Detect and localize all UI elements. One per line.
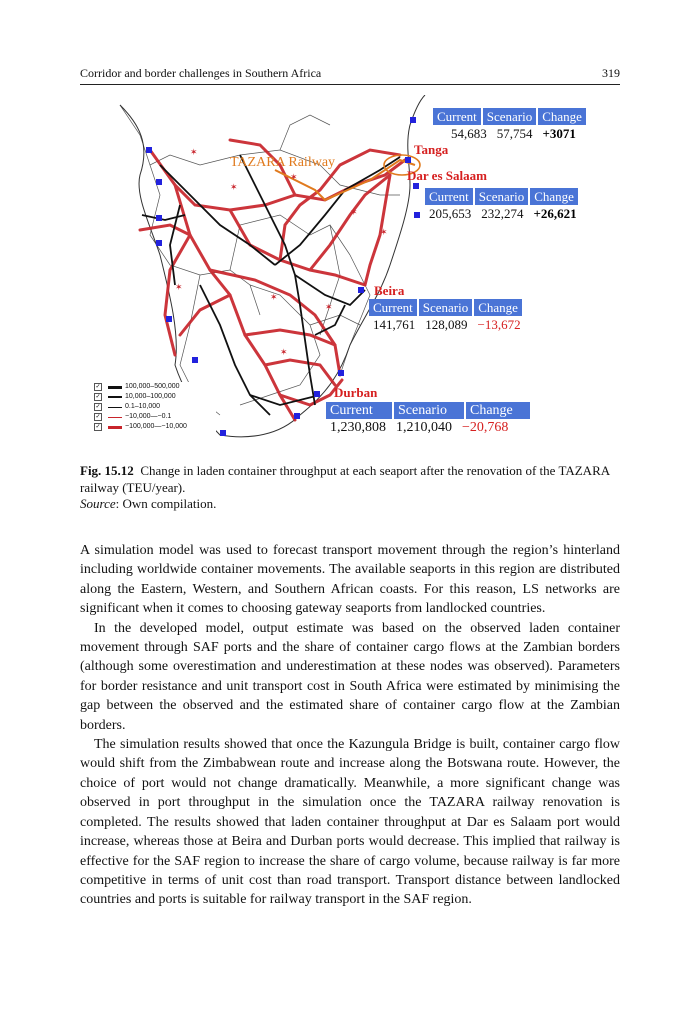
- paragraph: In the developed model, output estimate was based on the observed laden container movement through SAF ports and the share of container cargo flows at the Zambian borders (although some overestimation and underestimation at these nodes was observed). Parameters for border resistance and unit transport cost in South Africa were estimated by minimising the gap between the observed and the estimated share of container cargo flow at the Zambian borders.: [80, 620, 620, 733]
- legend-label: 10,000–100,000: [125, 393, 176, 400]
- tanga-change: +3071: [542, 126, 576, 141]
- col-scenario: Scenario: [483, 108, 536, 125]
- legend-row: [92, 402, 216, 412]
- col-scenario: Scenario: [419, 299, 472, 316]
- col-scenario: Scenario: [394, 402, 464, 419]
- beira-current: 141,761: [373, 317, 416, 332]
- durban-data-table: [326, 402, 532, 437]
- legend-line-red-thin: [108, 417, 122, 418]
- legend-line-red-thick: [108, 426, 122, 429]
- col-scenario: Scenario: [475, 188, 528, 205]
- svg-text:✶: ✶: [280, 348, 288, 358]
- legend-line-medium: [108, 396, 122, 398]
- svg-text:✶: ✶: [350, 208, 358, 218]
- col-current: Current: [326, 402, 392, 419]
- legend-label: −10,000—−0.1: [125, 413, 172, 420]
- dar-scenario: 232,274: [481, 206, 524, 221]
- tanga-current: 54,683: [451, 126, 487, 141]
- figure-map: [80, 95, 620, 455]
- col-change: Change: [530, 188, 578, 205]
- col-change: Change: [466, 402, 530, 419]
- port-label-durban: Durban: [334, 385, 378, 400]
- source-text: : Own compilation.: [115, 496, 217, 511]
- legend-line-thick: [108, 386, 122, 389]
- legend-label: 0.1–10,000: [125, 403, 161, 410]
- body-text: [80, 541, 620, 910]
- legend-checkbox[interactable]: ✓: [95, 394, 101, 400]
- col-current: Current: [369, 299, 417, 316]
- durban-change: −20,768: [462, 420, 509, 435]
- tazara-railway-label: TAZARA Railway: [230, 155, 336, 170]
- legend-label: 100,000–500,000: [125, 383, 180, 390]
- svg-text:✶: ✶: [270, 293, 278, 303]
- svg-text:✶: ✶: [325, 303, 333, 313]
- beira-data-table: [369, 299, 535, 334]
- map-legend: [92, 382, 216, 444]
- country-borders: [120, 105, 400, 415]
- legend-checkbox[interactable]: ✓: [95, 384, 101, 390]
- dar-change: +26,621: [533, 206, 577, 221]
- legend-row: [92, 422, 216, 432]
- figure-caption: [80, 462, 620, 496]
- legend-row: [92, 392, 216, 402]
- svg-text:✶: ✶: [230, 183, 238, 193]
- tanga-scenario: 57,754: [496, 126, 533, 141]
- svg-text:✶: ✶: [290, 173, 298, 183]
- svg-text:✶: ✶: [175, 283, 183, 293]
- durban-scenario: 1,210,040: [396, 420, 452, 435]
- col-current: Current: [425, 188, 473, 205]
- source-label: Source: [80, 496, 116, 511]
- legend-line-thin: [108, 407, 122, 408]
- legend-checkbox[interactable]: ✓: [95, 404, 101, 410]
- running-title: Corridor and border challenges in Southern Africa: [80, 66, 322, 80]
- dar-current: 205,653: [429, 206, 472, 221]
- beira-change: −13,672: [477, 317, 521, 332]
- beira-scenario: 128,089: [425, 317, 468, 332]
- legend-checkbox[interactable]: ✓: [95, 414, 101, 420]
- durban-current: 1,230,808: [330, 420, 386, 435]
- tanga-data-table: [433, 108, 590, 143]
- figure-caption-text: Change in laden container throughput at each seaport after the renovation of the TAZARA railway (TEU/year).: [80, 463, 610, 495]
- port-label-beira: Beira: [374, 283, 405, 298]
- paragraph: A simulation model was used to forecast transport movement through the region’s hinterland including worldwide container movements. The available seaports in this region are distributed along the Eastern, Western, and Southern African coasts. For this reason, LS networks are significant when it comes to choosing gateway seaports from landlocked countries.: [80, 543, 620, 617]
- legend-row: [92, 412, 216, 422]
- paragraph: The simulation results showed that once the Kazungula Bridge is built, container cargo flow would shift from the Zimbabwean route and increase along the Botswana route. However, the choice of port would not change dramatically. Meanwhile, a more significant change was observed in port throughput in the simulation once the TAZARA railway renovation is completed. The results showed that laden container throughput at Dar es Salaam port would increase, whereas those at Beira and Durban ports would decrease. This implied that railway is effective for the SAF region to increase the share of cargo volume, because railway is far more competitive in terms of unit cost than road transport. Transport distance between landlocked countries and ports is suitable for railway transport in the SAF region.: [80, 737, 620, 908]
- col-current: Current: [433, 108, 481, 125]
- svg-text:✶: ✶: [190, 148, 198, 158]
- dar-es-salaam-data-table: [425, 188, 591, 223]
- svg-text:✶: ✶: [380, 228, 388, 238]
- running-header: [80, 66, 620, 85]
- legend-checkbox[interactable]: ✓: [95, 424, 101, 430]
- figure-label: Fig. 15.12: [80, 463, 134, 478]
- legend-label: −100,000—−10,000: [125, 423, 187, 430]
- port-label-dar-es-salaam: Dar es Salaam: [407, 168, 487, 183]
- col-change: Change: [474, 299, 522, 316]
- legend-row: [92, 382, 216, 392]
- figure-source: [80, 496, 216, 512]
- col-change: Change: [538, 108, 586, 125]
- port-label-tanga: Tanga: [414, 142, 449, 157]
- page-number: 319: [602, 66, 620, 80]
